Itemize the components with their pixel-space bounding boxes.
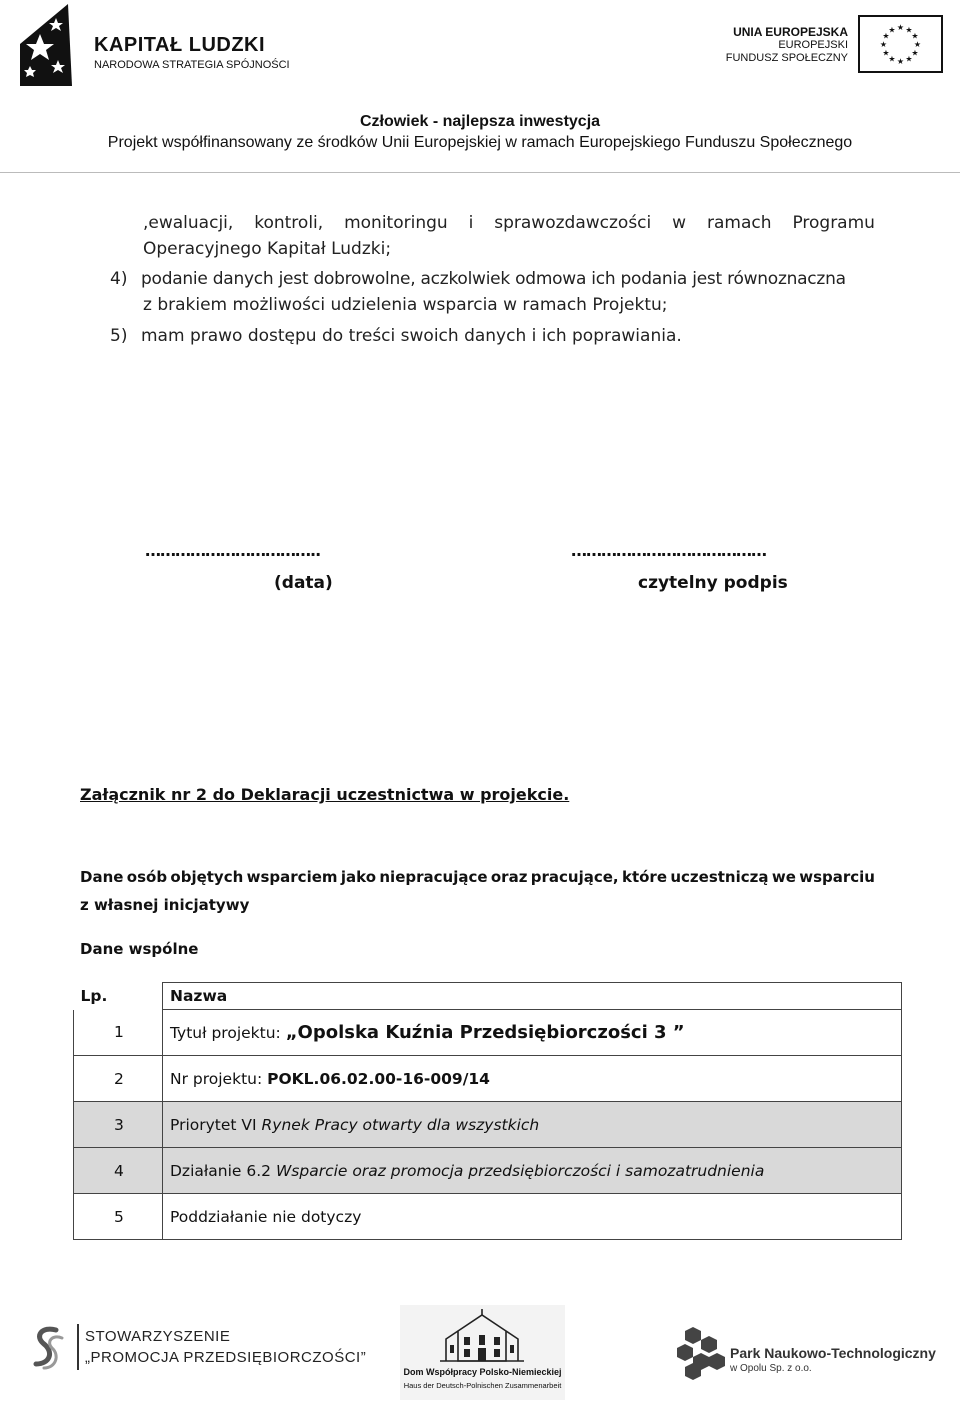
row-label: Tytuł projektu: [170,1024,286,1042]
park-naukowo-logo [675,1325,945,1380]
project-title-value: „Opolska Kuźnia Przedsiębiorczości 3 ” [285,1022,685,1043]
svg-text:★: ★ [896,57,905,66]
clause-4-number: 4) [110,269,128,289]
row-number: 2 [74,1056,163,1102]
kapital-ludzki-title: KAPITAŁ LUDZKI [94,34,266,56]
row-content [163,1056,902,1102]
eu-logo-line-3: FUNDUSZ SPOŁECZNY [725,52,848,64]
date-label: (data) [274,573,333,593]
signature-label: czytelny podpis [638,573,788,593]
dom-wspolpracy-name-de: Haus der Deutsch-Polnischen Zusammenarbeit [403,1381,562,1390]
word: wsparciu [799,868,875,886]
measure-value: Wsparcie oraz promocja przedsiębiorczości i samozatrudnienia [275,1161,765,1180]
svg-text:★: ★ [882,48,890,58]
word: oraz [490,868,528,886]
word: w [672,213,687,233]
word: we [771,868,796,886]
clause-5-number: 5) [110,326,128,346]
priority-value: Rynek Pracy otwarty dla wszystkich [261,1115,540,1134]
header-cofinancing-note: Projekt współfinansowany ze środków Unii Europejskiej w ramach Europejskiego Funduszu Społecznego [107,134,853,151]
date-dotted-line: …………………………….. [145,541,321,560]
word: niepracujące [379,868,488,886]
row-content [163,1148,902,1194]
stowarzyszenie-line-1: STOWARZYSZENIE [85,1328,231,1345]
word: uczestniczą [670,868,769,886]
svg-text:★: ★ [911,48,919,58]
row-label: Poddziałanie nie dotyczy [170,1207,362,1226]
project-number-value: POKL.06.02.00-16-009/14 [267,1069,490,1088]
park-name: Park Naukowo-Technologiczny [730,1345,936,1361]
row-number: 5 [74,1194,163,1240]
hexagon-cluster-icon [675,1325,727,1380]
header-slogan: Człowiek - najlepsza inwestycja [359,113,601,130]
clause-4-line-2: z brakiem możliwości udzielenia wsparcia w ramach Projektu; [143,295,668,315]
row-number: 3 [74,1102,163,1148]
dom-wspolpracy-name-pl: Dom Współpracy Polsko-Niemieckiej [403,1367,562,1377]
table-header-row [74,983,902,1010]
word: pracujące, [530,868,619,886]
dom-wspolpracy-logo [400,1305,565,1400]
row-content [163,1194,902,1240]
svg-text:★: ★ [888,25,896,35]
column-header-lp: Lp. [80,987,108,1005]
word: wsparciem [246,868,338,886]
clause-continuation-line-2: Operacyjnego Kapitał Ludzki; [143,239,392,259]
row-label: Priorytet VI [170,1115,262,1134]
word: monitoringu [344,213,448,233]
table-row [74,1056,902,1102]
section-heading: Dane wspólne [80,940,199,958]
table-row [74,1148,902,1194]
svg-text:★: ★ [882,31,890,41]
eu-flag-icon [858,15,943,73]
project-data-table [73,982,902,1240]
word: i [468,213,474,233]
table-row [74,1010,902,1056]
annex-description-line-2: z własnej inicjatywy [80,896,250,914]
word: kontroli, [254,213,324,233]
eu-logo-line-1: UNIA EUROPEJSKA [733,25,848,39]
row-label: Działanie 6.2 [170,1161,276,1180]
row-label: Nr projektu: [170,1069,268,1088]
kapital-ludzki-emblem-icon [18,4,74,86]
clause-4-line-1: podanie danych jest dobrowolne, aczkolwiek odmowa ich podania jest równoznaczna [141,269,846,289]
stowarzyszenie-line-2: „PROMOCJA PRZEDSIĘBIORCZOŚCI” [85,1349,367,1366]
stowarzyszenie-mark-icon [30,1324,66,1372]
table-row [74,1194,902,1240]
word: Programu [792,213,875,233]
header-divider [0,172,960,173]
svg-text:★: ★ [888,54,896,64]
table-row [74,1102,902,1148]
svg-text:★: ★ [879,40,888,49]
word: Dane [80,868,124,886]
row-content [163,1102,902,1148]
word: ramach [707,213,772,233]
word: sprawozdawczości [494,213,652,233]
column-header-name: Nazwa [163,983,902,1010]
annex-title: Załącznik nr 2 do Deklaracji uczestnictwa w projekcie. [80,785,570,804]
park-subtitle: w Opolu Sp. z o.o. [730,1363,812,1374]
word: które [621,868,668,886]
word: objętych [170,868,244,886]
annex-description-line-1 [80,868,875,886]
word: jako [340,868,377,886]
row-number: 1 [74,1010,163,1056]
svg-text:★: ★ [905,25,913,35]
svg-text:★: ★ [911,31,919,41]
svg-text:★: ★ [913,40,922,49]
clause-continuation-line-1 [143,213,875,233]
building-icon [400,1305,565,1367]
row-number: 4 [74,1148,163,1194]
stowarzyszenie-logo [30,1322,367,1377]
clause-5-text: mam prawo dostępu do treści swoich danych i ich poprawiania. [141,326,682,346]
word: osób [126,868,168,886]
kapital-ludzki-subtitle: NARODOWA STRATEGIA SPÓJNOŚCI [94,59,290,71]
svg-text:★: ★ [905,54,913,64]
row-content [163,1010,902,1056]
eu-logo [725,15,945,77]
word: ,ewaluacji, [143,213,234,233]
svg-text:★: ★ [896,23,905,32]
eu-logo-line-2: EUROPEJSKI [778,39,848,51]
stowarzyszenie-divider [77,1324,79,1370]
kapital-ludzki-logo [18,4,318,86]
signature-dotted-line: ………………………………… [571,541,766,560]
